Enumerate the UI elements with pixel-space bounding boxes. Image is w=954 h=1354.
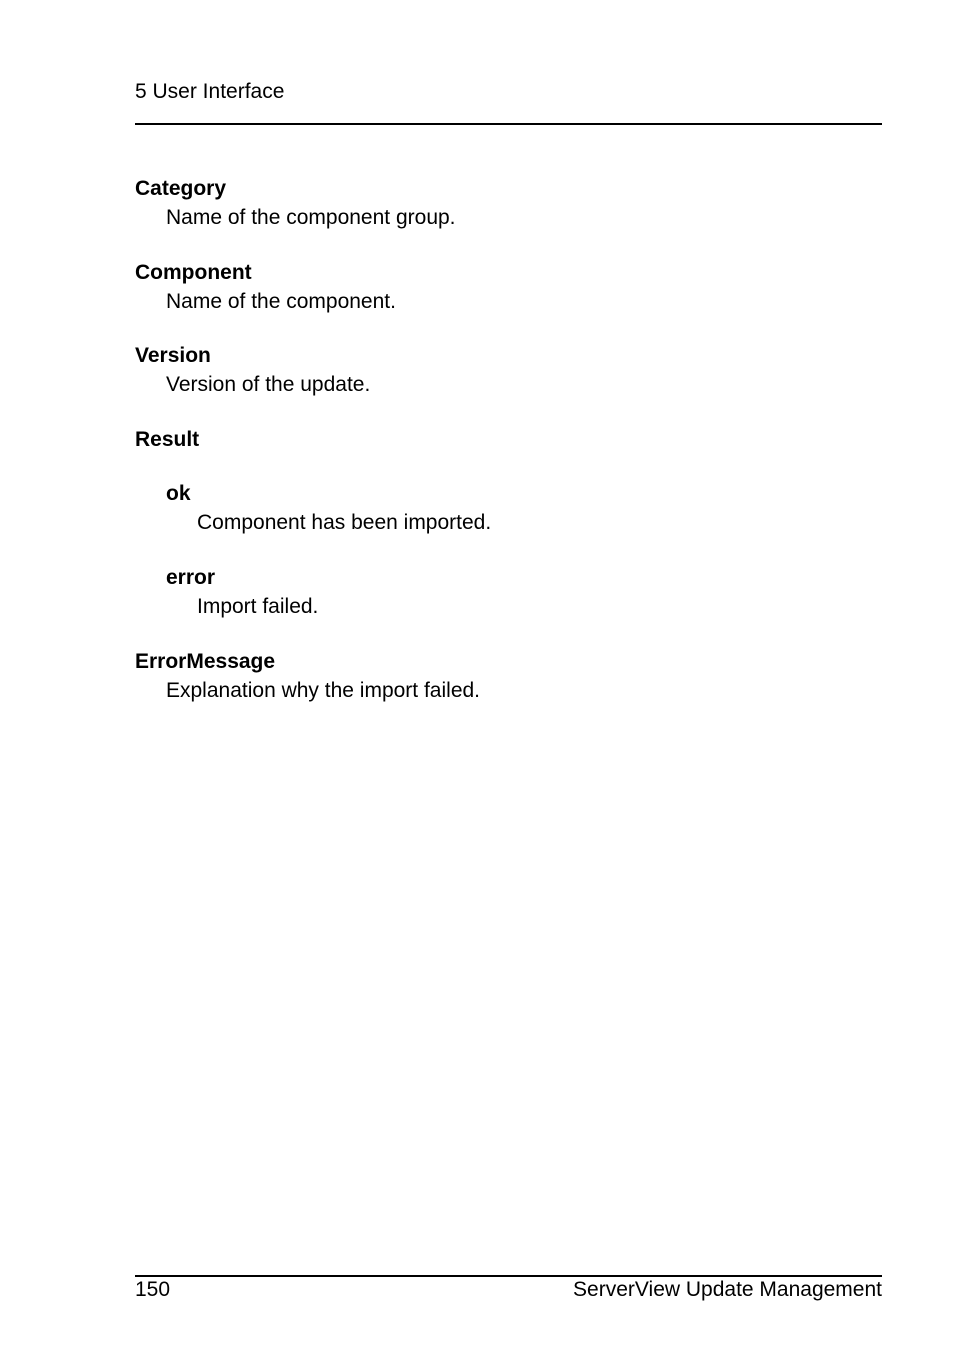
page-number: 150 — [135, 1278, 171, 1301]
desc-result-ok: Component has been imported. — [197, 511, 492, 534]
term-result-error: error — [166, 566, 216, 589]
desc-category: Name of the component group. — [166, 206, 456, 229]
desc-error-message: Explanation why the import failed. — [166, 679, 481, 702]
term-component: Component — [135, 261, 252, 284]
term-result-ok: ok — [166, 482, 191, 505]
document-title: ServerView Update Management — [573, 1278, 882, 1301]
term-error-message: ErrorMessage — [135, 650, 276, 673]
header-divider — [135, 123, 882, 125]
desc-result-error: Import failed. — [197, 595, 319, 618]
term-version: Version — [135, 344, 211, 367]
term-category: Category — [135, 177, 227, 200]
desc-component: Name of the component. — [166, 290, 396, 313]
chapter-title: 5 User Interface — [135, 80, 285, 103]
term-result: Result — [135, 428, 200, 451]
desc-version: Version of the update. — [166, 373, 371, 396]
